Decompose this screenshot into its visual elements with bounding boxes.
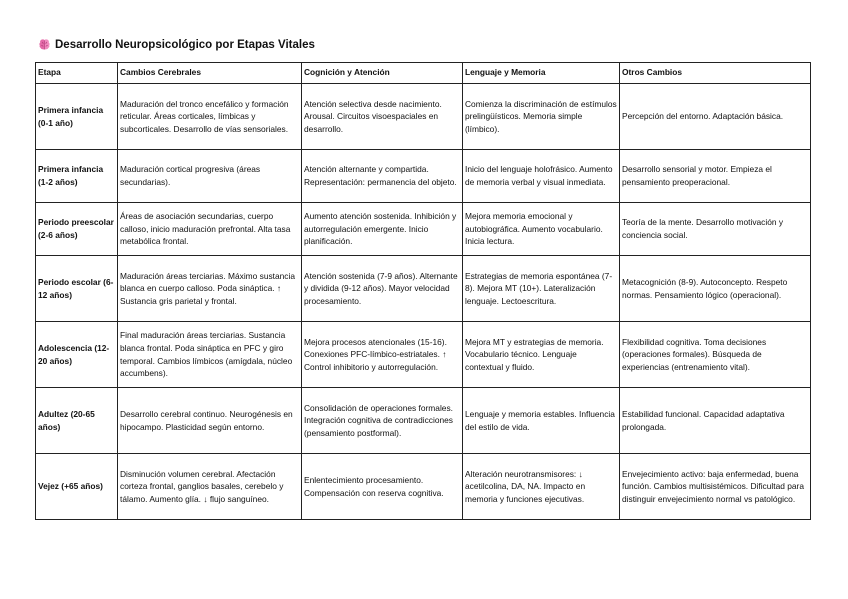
title-text: Desarrollo Neuropsicológico por Etapas Vitales bbox=[55, 38, 315, 51]
cognition-cell: Atención selectiva desde nacimiento. Arousal. Circuitos visoespaciales en desarrollo. bbox=[302, 84, 463, 150]
other-changes-cell: Desarrollo sensorial y motor. Empieza el pensamiento preoperacional. bbox=[620, 150, 811, 203]
page-title bbox=[38, 38, 315, 51]
table-row bbox=[36, 84, 811, 150]
table-row bbox=[36, 454, 811, 520]
table-row bbox=[36, 203, 811, 256]
brain-icon bbox=[38, 38, 51, 51]
header-language-memory: Lenguaje y Memoria bbox=[463, 63, 620, 84]
other-changes-cell: Percepción del entorno. Adaptación básica. bbox=[620, 84, 811, 150]
cognition-cell: Consolidación de operaciones formales. Integración cognitiva de contradicciones (pensamiento postformal). bbox=[302, 388, 463, 454]
cognition-cell: Atención sostenida (7-9 años). Alternante y dividida (9-12 años). Mayor velocidad procesamiento. bbox=[302, 256, 463, 322]
cognition-cell: Atención alternante y compartida. Representación: permanencia del objeto. bbox=[302, 150, 463, 203]
brain-changes-cell: Maduración áreas terciarias. Máximo sustancia blanca en cuerpo calloso. Poda sináptica. ↑ Sustancia gris parietal y frontal. bbox=[118, 256, 302, 322]
table-row bbox=[36, 256, 811, 322]
language-memory-cell: Comienza la discriminación de estímulos prelingüísticos. Memoria simple (límbico). bbox=[463, 84, 620, 150]
other-changes-cell: Estabilidad funcional. Capacidad adaptativa prolongada. bbox=[620, 388, 811, 454]
stage-cell: Primera infancia (1-2 años) bbox=[36, 150, 118, 203]
brain-changes-cell: Áreas de asociación secundarias, cuerpo calloso, inicio maduración prefrontal. Alta tasa metabólica frontal. bbox=[118, 203, 302, 256]
header-cognition: Cognición y Atención bbox=[302, 63, 463, 84]
language-memory-cell: Mejora memoria emocional y autobiográfica. Aumento vocabulario. Inicia lectura. bbox=[463, 203, 620, 256]
brain-changes-cell: Maduración del tronco encefálico y formación reticular. Áreas corticales, límbicas y subcorticales. Desarrollo de vías sensoriales. bbox=[118, 84, 302, 150]
stage-cell: Vejez (+65 años) bbox=[36, 454, 118, 520]
other-changes-cell: Teoría de la mente. Desarrollo motivación y conciencia social. bbox=[620, 203, 811, 256]
brain-changes-cell: Desarrollo cerebral continuo. Neurogénesis en hipocampo. Plasticidad según entorno. bbox=[118, 388, 302, 454]
brain-changes-cell: Maduración cortical progresiva (áreas secundarias). bbox=[118, 150, 302, 203]
brain-changes-cell: Final maduración áreas terciarias. Sustancia blanca frontal. Poda sináptica en PFC y giro temporal. Cambios límbicos (amígdala, núcleo accumbens). bbox=[118, 322, 302, 388]
language-memory-cell: Alteración neurotransmisores: ↓ acetilcolina, DA, NA. Impacto en memoria y funciones ejecutivas. bbox=[463, 454, 620, 520]
other-changes-cell: Flexibilidad cognitiva. Toma decisiones (operaciones formales). Búsqueda de experiencias (entrenamiento vital). bbox=[620, 322, 811, 388]
stage-cell: Adolescencia (12-20 años) bbox=[36, 322, 118, 388]
other-changes-cell: Metacognición (8-9). Autoconcepto. Respeto normas. Pensamiento lógico (operacional). bbox=[620, 256, 811, 322]
language-memory-cell: Inicio del lenguaje holofrásico. Aumento de memoria verbal y visual inmediata. bbox=[463, 150, 620, 203]
table-row bbox=[36, 388, 811, 454]
header-row bbox=[36, 63, 811, 84]
stage-cell: Periodo preescolar (2-6 años) bbox=[36, 203, 118, 256]
development-table bbox=[35, 62, 811, 520]
header-brain-changes: Cambios Cerebrales bbox=[118, 63, 302, 84]
brain-changes-cell: Disminución volumen cerebral. Afectación corteza frontal, ganglios basales, cerebelo y tálamo. Aumento glía. ↓ flujo sanguíneo. bbox=[118, 454, 302, 520]
header-stage: Etapa bbox=[36, 63, 118, 84]
cognition-cell: Enlentecimiento procesamiento. Compensación con reserva cognitiva. bbox=[302, 454, 463, 520]
language-memory-cell: Estrategias de memoria espontánea (7-8). Mejora MT (10+). Lateralización lenguaje. Lectoescritura. bbox=[463, 256, 620, 322]
language-memory-cell: Mejora MT y estrategias de memoria. Vocabulario técnico. Lenguaje contextual y fluido. bbox=[463, 322, 620, 388]
other-changes-cell: Envejecimiento activo: baja enfermedad, buena función. Cambios multisistémicos. Dificultad para distinguir envejecimiento normal vs patológico. bbox=[620, 454, 811, 520]
stage-cell: Adultez (20-65 años) bbox=[36, 388, 118, 454]
cognition-cell: Mejora procesos atencionales (15-16). Conexiones PFC-límbico-estriatales. ↑ Control inhibitorio y autorregulación. bbox=[302, 322, 463, 388]
stage-cell: Primera infancia (0-1 año) bbox=[36, 84, 118, 150]
table-row bbox=[36, 322, 811, 388]
language-memory-cell: Lenguaje y memoria estables. Influencia del estilo de vida. bbox=[463, 388, 620, 454]
table-row bbox=[36, 150, 811, 203]
header-other-changes: Otros Cambios bbox=[620, 63, 811, 84]
cognition-cell: Aumento atención sostenida. Inhibición y autorregulación emergente. Inicio planificación. bbox=[302, 203, 463, 256]
stage-cell: Periodo escolar (6-12 años) bbox=[36, 256, 118, 322]
